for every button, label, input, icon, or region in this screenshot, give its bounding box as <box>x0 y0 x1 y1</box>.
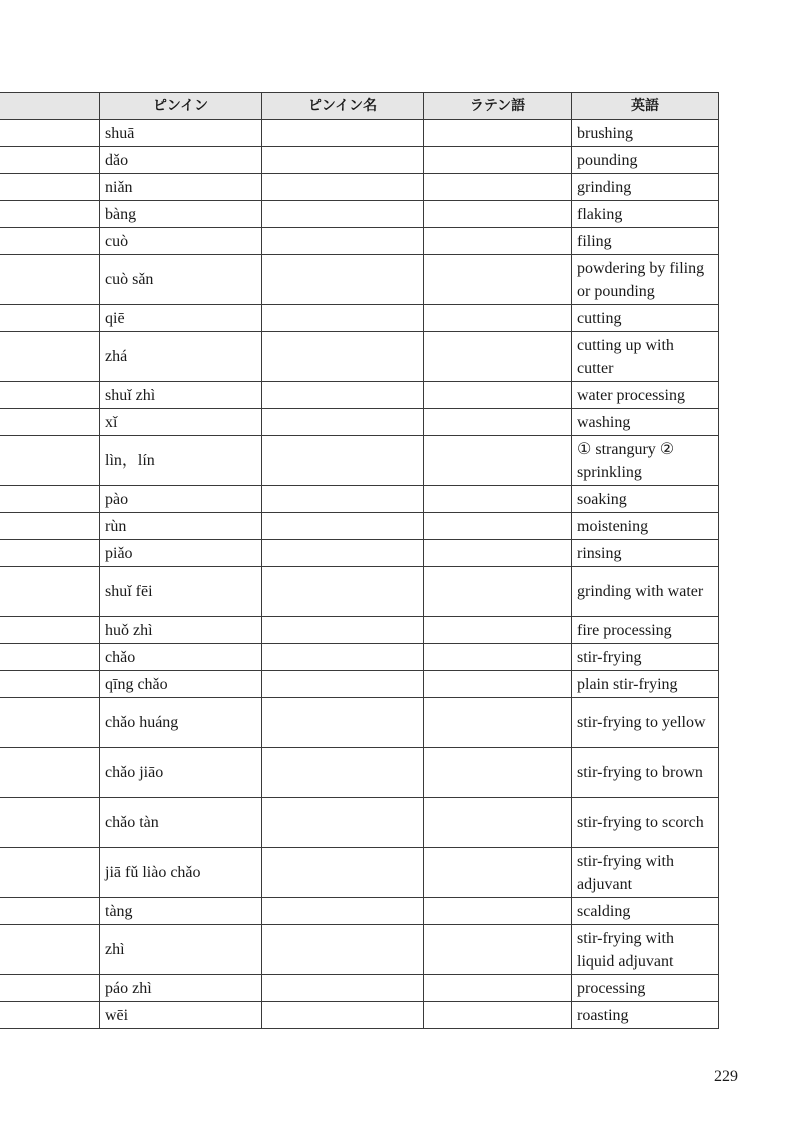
english-cell: grinding <box>572 174 719 201</box>
table-row <box>0 567 719 617</box>
english-cell: roasting <box>572 1002 719 1029</box>
table-row <box>0 513 719 540</box>
cut-cell <box>0 305 100 332</box>
pinyin-name-cell <box>262 898 424 925</box>
cut-cell <box>0 567 100 617</box>
pinyin-name-cell <box>262 120 424 147</box>
pinyin-name-cell <box>262 925 424 975</box>
table-row <box>0 382 719 409</box>
pinyin-name-cell <box>262 174 424 201</box>
latin-cell <box>424 617 572 644</box>
pinyin-cell: shuǐ zhì <box>100 382 262 409</box>
pinyin-cell: lìn，lín <box>100 436 262 486</box>
cut-cell <box>0 255 100 305</box>
pinyin-cell: jiā fǔ liào chǎo <box>100 848 262 898</box>
latin-cell <box>424 332 572 382</box>
table-row <box>0 975 719 1002</box>
header-cut-column <box>0 93 100 120</box>
table-row <box>0 332 719 382</box>
pinyin-cell: tàng <box>100 898 262 925</box>
pinyin-name-cell <box>262 567 424 617</box>
pinyin-name-cell <box>262 975 424 1002</box>
pinyin-name-cell <box>262 617 424 644</box>
latin-cell <box>424 382 572 409</box>
latin-cell <box>424 1002 572 1029</box>
latin-cell <box>424 409 572 436</box>
table-row <box>0 698 719 748</box>
table-row <box>0 174 719 201</box>
english-cell: washing <box>572 409 719 436</box>
english-cell: pounding <box>572 147 719 174</box>
english-cell: powdering by filing or pounding <box>572 255 719 305</box>
table-row <box>0 925 719 975</box>
pinyin-name-cell <box>262 201 424 228</box>
pinyin-name-cell <box>262 436 424 486</box>
pinyin-cell: qiē <box>100 305 262 332</box>
pinyin-name-cell <box>262 228 424 255</box>
english-cell: plain stir-frying <box>572 671 719 698</box>
pinyin-cell: wēi <box>100 1002 262 1029</box>
table-row <box>0 228 719 255</box>
pinyin-cell: niǎn <box>100 174 262 201</box>
latin-cell <box>424 486 572 513</box>
pinyin-name-cell <box>262 513 424 540</box>
pinyin-name-cell <box>262 540 424 567</box>
pinyin-name-cell <box>262 147 424 174</box>
latin-cell <box>424 698 572 748</box>
pinyin-name-cell <box>262 644 424 671</box>
cut-cell <box>0 671 100 698</box>
cut-cell <box>0 1002 100 1029</box>
pinyin-cell: pào <box>100 486 262 513</box>
latin-cell <box>424 201 572 228</box>
latin-cell <box>424 848 572 898</box>
pinyin-cell: cuò sǎn <box>100 255 262 305</box>
pinyin-cell: cuò <box>100 228 262 255</box>
pinyin-cell: piǎo <box>100 540 262 567</box>
latin-cell <box>424 798 572 848</box>
cut-cell <box>0 898 100 925</box>
cut-cell <box>0 409 100 436</box>
cut-cell <box>0 540 100 567</box>
table-row <box>0 1002 719 1029</box>
pinyin-cell: chǎo <box>100 644 262 671</box>
english-cell: stir-frying to scorch <box>572 798 719 848</box>
table-row <box>0 201 719 228</box>
pinyin-cell: xǐ <box>100 409 262 436</box>
table-row <box>0 798 719 848</box>
pinyin-cell: zhì <box>100 925 262 975</box>
latin-cell <box>424 305 572 332</box>
pinyin-name-cell <box>262 255 424 305</box>
latin-cell <box>424 925 572 975</box>
cut-cell <box>0 147 100 174</box>
pinyin-name-cell <box>262 382 424 409</box>
cut-cell <box>0 332 100 382</box>
english-cell: stir-frying to brown <box>572 748 719 798</box>
latin-cell <box>424 513 572 540</box>
pinyin-name-cell <box>262 848 424 898</box>
english-cell: stir-frying with adjuvant <box>572 848 719 898</box>
latin-cell <box>424 671 572 698</box>
pinyin-cell: chǎo tàn <box>100 798 262 848</box>
pinyin-name-cell <box>262 305 424 332</box>
pinyin-name-cell <box>262 1002 424 1029</box>
table-row <box>0 147 719 174</box>
table-row <box>0 671 719 698</box>
cut-cell <box>0 925 100 975</box>
table-row <box>0 848 719 898</box>
cut-cell <box>0 382 100 409</box>
table-row <box>0 748 719 798</box>
pinyin-name-cell <box>262 486 424 513</box>
english-cell: fire processing <box>572 617 719 644</box>
english-cell: cutting up with cutter <box>572 332 719 382</box>
english-cell: water processing <box>572 382 719 409</box>
pinyin-name-cell <box>262 798 424 848</box>
table-row <box>0 409 719 436</box>
pinyin-name-cell <box>262 748 424 798</box>
cut-cell <box>0 201 100 228</box>
latin-cell <box>424 567 572 617</box>
page-number: 229 <box>714 1068 738 1085</box>
english-cell: stir-frying to yellow <box>572 698 719 748</box>
pinyin-cell: chǎo huáng <box>100 698 262 748</box>
latin-cell <box>424 898 572 925</box>
table-row <box>0 255 719 305</box>
cut-cell <box>0 617 100 644</box>
pinyin-cell: zhá <box>100 332 262 382</box>
cut-cell <box>0 748 100 798</box>
cut-cell <box>0 848 100 898</box>
latin-cell <box>424 174 572 201</box>
pinyin-cell: huǒ zhì <box>100 617 262 644</box>
header-pinyin-name: ピンイン名 <box>262 93 424 120</box>
cut-cell <box>0 798 100 848</box>
pinyin-cell: shuǐ fēi <box>100 567 262 617</box>
latin-cell <box>424 255 572 305</box>
pinyin-cell: dǎo <box>100 147 262 174</box>
cut-cell <box>0 513 100 540</box>
table-row <box>0 305 719 332</box>
cut-cell <box>0 698 100 748</box>
cut-cell <box>0 228 100 255</box>
english-cell: cutting <box>572 305 719 332</box>
english-cell: rinsing <box>572 540 719 567</box>
cut-cell <box>0 486 100 513</box>
latin-cell <box>424 120 572 147</box>
pinyin-name-cell <box>262 671 424 698</box>
english-cell: stir-frying with liquid adjuvant <box>572 925 719 975</box>
pinyin-name-cell <box>262 409 424 436</box>
latin-cell <box>424 748 572 798</box>
english-cell: processing <box>572 975 719 1002</box>
cut-cell <box>0 120 100 147</box>
latin-cell <box>424 436 572 486</box>
latin-cell <box>424 540 572 567</box>
cut-cell <box>0 174 100 201</box>
english-cell: stir-frying <box>572 644 719 671</box>
pinyin-cell: qīng chǎo <box>100 671 262 698</box>
table-row <box>0 120 719 147</box>
latin-cell <box>424 147 572 174</box>
cut-cell <box>0 436 100 486</box>
pinyin-name-cell <box>262 698 424 748</box>
cut-cell <box>0 644 100 671</box>
pinyin-name-cell <box>262 332 424 382</box>
cut-cell <box>0 975 100 1002</box>
header-pinyin: ピンイン <box>100 93 262 120</box>
table-row <box>0 644 719 671</box>
header-latin: ラテン語 <box>424 93 572 120</box>
pinyin-cell: chǎo jiāo <box>100 748 262 798</box>
table-row <box>0 436 719 486</box>
table-row <box>0 617 719 644</box>
english-cell: soaking <box>572 486 719 513</box>
pinyin-cell: rùn <box>100 513 262 540</box>
header-english: 英語 <box>572 93 719 120</box>
pinyin-cell: bàng <box>100 201 262 228</box>
latin-cell <box>424 975 572 1002</box>
english-cell: brushing <box>572 120 719 147</box>
latin-cell <box>424 644 572 671</box>
english-cell: ① strangury ② sprinkling <box>572 436 719 486</box>
table-row <box>0 540 719 567</box>
pinyin-cell: shuā <box>100 120 262 147</box>
english-cell: flaking <box>572 201 719 228</box>
english-cell: grinding with water <box>572 567 719 617</box>
terminology-table <box>0 92 719 1029</box>
table-row <box>0 486 719 513</box>
table-row <box>0 898 719 925</box>
latin-cell <box>424 228 572 255</box>
english-cell: scalding <box>572 898 719 925</box>
english-cell: filing <box>572 228 719 255</box>
english-cell: moistening <box>572 513 719 540</box>
pinyin-cell: páo zhì <box>100 975 262 1002</box>
table-header-row <box>0 93 719 120</box>
